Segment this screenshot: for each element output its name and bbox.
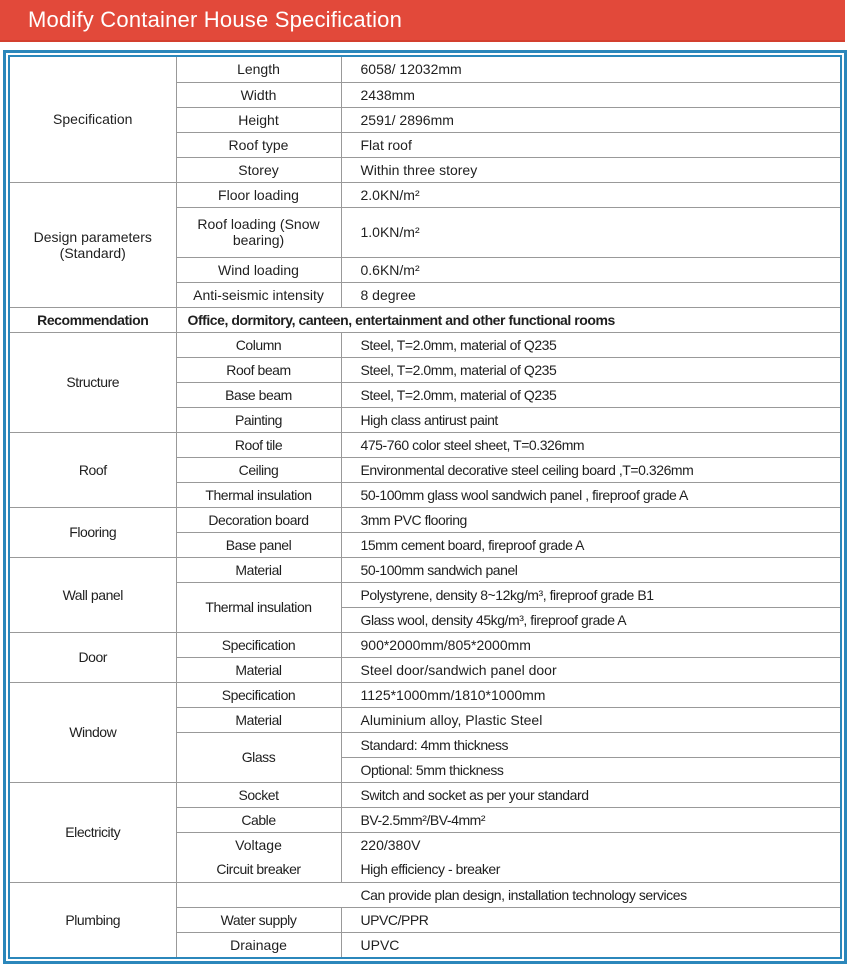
label-cell: Glass <box>176 732 341 782</box>
label-cell: Length <box>176 57 341 82</box>
category-cell: Electricity <box>10 782 176 882</box>
label-cell: Cable <box>176 807 341 832</box>
label-cell: Storey <box>176 157 341 182</box>
table-row <box>10 182 840 207</box>
category-cell: Window <box>10 682 176 782</box>
value-cell: Glass wool, density 45kg/m³, fireproof grade A <box>341 607 840 632</box>
value-cell: 50-100mm glass wool sandwich panel , fireproof grade A <box>341 482 840 507</box>
label-cell: Decoration board <box>176 507 341 532</box>
value-cell: 6058/ 12032mm <box>341 57 840 82</box>
value-cell: 2.0KN/m² <box>341 182 840 207</box>
value-cell: 220/380V <box>341 832 840 857</box>
value-cell: 900*2000mm/805*2000mm <box>341 632 840 657</box>
label-cell: Material <box>176 657 341 682</box>
table-row <box>10 307 840 332</box>
label-cell: Roof loading (Snow bearing) <box>176 207 341 257</box>
category-cell: Wall panel <box>10 557 176 632</box>
table-row <box>10 57 840 82</box>
value-cell: 475-760 color steel sheet, T=0.326mm <box>341 432 840 457</box>
value-cell: Standard: 4mm thickness <box>341 732 840 757</box>
value-cell: 8 degree <box>341 282 840 307</box>
table-row <box>10 332 840 357</box>
label-cell: Height <box>176 107 341 132</box>
value-cell: 3mm PVC flooring <box>341 507 840 532</box>
table-row <box>10 507 840 532</box>
table-row <box>10 782 840 807</box>
value-cell: Flat roof <box>341 132 840 157</box>
table-row <box>10 432 840 457</box>
label-cell: Anti-seismic intensity <box>176 282 341 307</box>
value-cell: 15mm cement board, fireproof grade A <box>341 532 840 557</box>
category-cell: Roof <box>10 432 176 507</box>
label-cell: Socket <box>176 782 341 807</box>
label-cell: Specification <box>176 632 341 657</box>
category-cell: Flooring <box>10 507 176 557</box>
value-cell: 2438mm <box>341 82 840 107</box>
category-cell: Specification <box>10 57 176 182</box>
table-row <box>10 682 840 707</box>
value-cell: Office, dormitory, canteen, entertainment and other functional rooms <box>176 307 840 332</box>
spec-table-inner-frame <box>8 55 842 959</box>
value-cell: Steel door/sandwich panel door <box>341 657 840 682</box>
page-header <box>0 0 845 42</box>
value-cell: 1.0KN/m² <box>341 207 840 257</box>
label-cell: Roof tile <box>176 432 341 457</box>
page-title: Modify Container House Specification <box>28 7 403 32</box>
label-cell: Width <box>176 82 341 107</box>
value-cell: Optional: 5mm thickness <box>341 757 840 782</box>
label-cell: Painting <box>176 407 341 432</box>
label-cell: Column <box>176 332 341 357</box>
table-row <box>10 882 840 907</box>
value-cell: 0.6KN/m² <box>341 257 840 282</box>
value-cell: High efficiency - breaker <box>341 857 840 882</box>
value-cell: Within three storey <box>341 157 840 182</box>
value-cell: 1125*1000mm/1810*1000mm <box>341 682 840 707</box>
label-cell: Ceiling <box>176 457 341 482</box>
label-cell: Drainage <box>176 932 341 957</box>
label-cell: Roof type <box>176 132 341 157</box>
spec-table <box>10 57 840 957</box>
label-cell: Wind loading <box>176 257 341 282</box>
value-cell: Aluminium alloy, Plastic Steel <box>341 707 840 732</box>
spec-table-outer-frame <box>3 50 847 964</box>
label-cell: Voltage <box>176 832 341 857</box>
value-cell: 50-100mm sandwich panel <box>341 557 840 582</box>
category-cell: Plumbing <box>10 882 176 957</box>
value-cell: 2591/ 2896mm <box>341 107 840 132</box>
value-cell: High class antirust paint <box>341 407 840 432</box>
value-cell: UPVC <box>341 932 840 957</box>
label-cell: Material <box>176 557 341 582</box>
category-cell: Structure <box>10 332 176 432</box>
label-cell: Base beam <box>176 382 341 407</box>
value-cell: Polystyrene, density 8~12kg/m³, fireproof grade B1 <box>341 582 840 607</box>
label-cell: Floor loading <box>176 182 341 207</box>
value-cell: Steel, T=2.0mm, material of Q235 <box>341 357 840 382</box>
value-cell: BV-2.5mm²/BV-4mm² <box>341 807 840 832</box>
category-cell: Design parameters (Standard) <box>10 182 176 307</box>
label-cell: Roof beam <box>176 357 341 382</box>
value-cell: Can provide plan design, installation technology services <box>176 882 840 907</box>
label-cell: Circuit breaker <box>176 857 341 882</box>
table-row <box>10 632 840 657</box>
spec-table-body <box>10 57 840 957</box>
category-cell: Door <box>10 632 176 682</box>
label-cell: Material <box>176 707 341 732</box>
table-row <box>10 557 840 582</box>
label-cell: Base panel <box>176 532 341 557</box>
label-cell: Thermal insulation <box>176 482 341 507</box>
label-cell: Specification <box>176 682 341 707</box>
value-cell: Switch and socket as per your standard <box>341 782 840 807</box>
category-cell: Recommendation <box>10 307 176 332</box>
label-cell: Water supply <box>176 907 341 932</box>
value-cell: Steel, T=2.0mm, material of Q235 <box>341 382 840 407</box>
label-cell: Thermal insulation <box>176 582 341 632</box>
value-cell: Steel, T=2.0mm, material of Q235 <box>341 332 840 357</box>
value-cell: UPVC/PPR <box>341 907 840 932</box>
value-cell: Environmental decorative steel ceiling board ,T=0.326mm <box>341 457 840 482</box>
